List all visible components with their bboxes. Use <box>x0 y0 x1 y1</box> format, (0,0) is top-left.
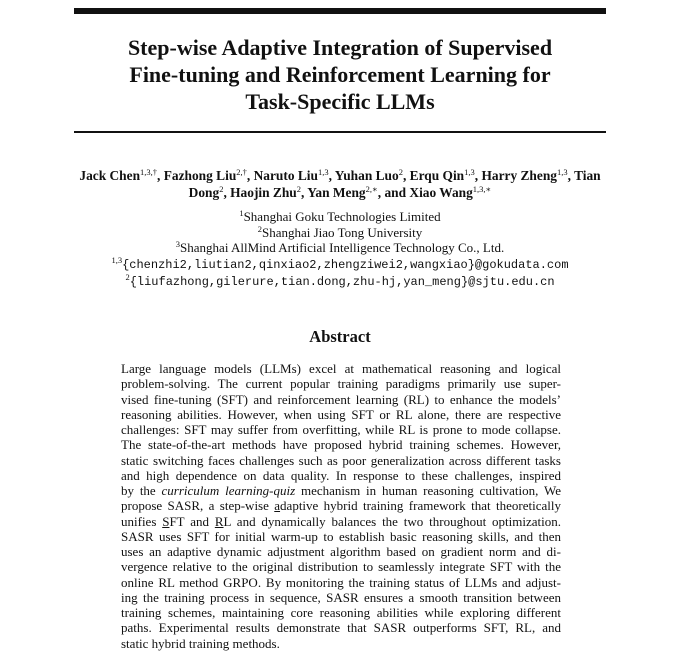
underlined-letter: a <box>274 498 281 514</box>
email-mark: 2 <box>125 272 130 282</box>
affiliation-text: Shanghai Goku Technologies Limited <box>243 209 441 224</box>
author-name: and Xiao Wang <box>384 185 473 200</box>
abstract-line <box>121 514 561 529</box>
underlined-letter: R <box>214 513 224 529</box>
author-name: Fazhong Liu <box>163 168 237 183</box>
abstract-text: unifies <box>121 513 163 529</box>
affiliation-text: Shanghai AllMind Artificial Intelligence Technology Co., Ltd. <box>180 240 505 255</box>
abstract-line: and high dependence on data quality. In response to these challenges, inspired <box>121 467 561 483</box>
abstract-text: mechanism in human reasoning cultivation, We <box>295 483 561 498</box>
abstract-line: problem-solving. The current popular training paradigms primarily use super- <box>121 376 561 392</box>
abstract-line: static switching faces challenges such as poor generalization across different tasks <box>121 452 561 468</box>
abstract-heading: Abstract <box>309 327 371 346</box>
author-name: Jack Chen <box>79 168 141 183</box>
email-mark: 1,3 <box>111 254 123 265</box>
title-rule <box>74 131 606 133</box>
abstract-line <box>121 483 561 498</box>
email-line <box>74 273 606 291</box>
abstract-line: Large language models (LLMs) excel at mathematical reasoning and logical <box>121 361 561 376</box>
author-list <box>74 167 606 201</box>
affiliation-line <box>74 209 606 225</box>
author-name: Yuhan Luo <box>334 168 399 183</box>
email-line <box>74 256 606 274</box>
author-name: Yan Meng <box>307 185 366 200</box>
affiliation-text: Shanghai Jiao Tong University <box>261 224 423 240</box>
title-line: Task-Specific LLMs <box>245 89 435 114</box>
abstract-line: uses an adaptive dynamic adjustment algorithm based on gradient norm and di- <box>121 544 561 559</box>
author-affiliation-mark: 1,3 <box>464 167 475 177</box>
author-affiliation-mark: 1,3,† <box>140 167 158 177</box>
abstract-line: SASR uses SFT for initial warm-up to establish basic reasoning skills, and then <box>121 528 561 544</box>
email-text: {liufazhong,gilerure,tian.dong,zhu-hj,yan_meng}@sjtu.edu.cn <box>129 275 555 289</box>
title-line: Fine-tuning and Reinforcement Learning for <box>129 62 551 87</box>
abstract-line: reasoning abilities. However, when using SFT or RL alone, there are respective <box>121 406 561 422</box>
affiliations <box>74 209 606 291</box>
author-affiliation-mark: 2 <box>398 167 403 177</box>
underlined-letter: S <box>162 513 170 529</box>
abstract-line: vergence relative to the original distribution to seamlessly integrate SFT with the <box>121 559 561 575</box>
affiliation-mark: 1 <box>239 208 244 218</box>
author-affiliation-mark: 2 <box>219 184 224 194</box>
author-affiliation-mark: 2,† <box>236 167 247 177</box>
abstract-line <box>121 498 561 513</box>
affiliation-line <box>74 240 606 256</box>
author-affiliation-mark: 2,∗ <box>365 184 378 194</box>
abstract-text: propose SASR, a step-wise <box>121 498 275 514</box>
author-name: Naruto Liu <box>253 168 318 183</box>
affiliation-mark: 3 <box>175 239 181 249</box>
author-name: Tian <box>574 168 601 183</box>
author-name: Haojin Zhu <box>230 185 297 200</box>
title-line: Step-wise Adaptive Integration of Supervised <box>127 35 553 60</box>
abstract-line: online RL method GRPO. By monitoring the training status of LLMs and adjust- <box>121 574 561 590</box>
author-affiliation-mark: 1,3,∗ <box>472 184 492 194</box>
top-rule <box>74 8 606 14</box>
author-affiliation-mark: 1,3 <box>556 167 568 177</box>
abstract-line: static hybrid training methods. <box>121 635 280 651</box>
author-affiliation-mark: 1,3 <box>317 167 329 177</box>
affiliation-mark: 2 <box>257 223 262 234</box>
abstract-text: L and dynamically balances the two throughout optimization. <box>223 513 561 529</box>
abstract-line: challenges: SFT may suffer from overfitting, while RL is prone to mode collapse. <box>121 422 561 437</box>
author-affiliation-mark: 2 <box>296 184 301 194</box>
abstract-body <box>121 361 561 651</box>
abstract-line: vised fine-tuning (SFT) and reinforcement learning (RL) to enhance the models’ <box>121 391 561 407</box>
affiliation-line <box>74 225 606 241</box>
author-line: Dong$^2$, Haojin Zhu$^2$, Yan Meng$^{2,∗}$, and Xiao Wang$^{1,3,∗}$ <box>188 184 492 200</box>
author-name: Erqu Qin <box>409 168 465 183</box>
abstract-text: FT and <box>169 513 215 529</box>
paper-title <box>74 34 606 115</box>
email-text: {chenzhi2,liutian2,qinxiao2,zhengziwei2,wangxiao}@gokudata.com <box>122 257 569 272</box>
abstract-line: training schemes, maintaining core reasoning abilities while exploring different <box>121 605 561 620</box>
abstract-text: daptive hybrid training framework that theoretically <box>280 498 561 514</box>
abstract-line: The state-of-the-art methods have proposed hybrid training schemes. However, <box>121 437 561 453</box>
author-name: Dong <box>188 185 220 200</box>
abstract-text: by the <box>121 483 162 498</box>
abstract-line: ing the training process in sequence, SASR ensures a smooth transition between <box>121 589 561 605</box>
author-name: Harry Zheng <box>481 168 557 183</box>
abstract-line: paths. Experimental results demonstrate that SASR outperforms SFT, RL, and <box>121 620 561 636</box>
author-line: Jack Chen$^{1,3,\dagger}$, Fazhong Liu$^{2,\dagger}$, Naruto Liu$^{1,3}$, Yuhan Luo$^2$, Erqu Qin$^{1,3}$, Harry Zheng$^{1,3}$, Tian <box>79 167 601 183</box>
emphasis-text: curriculum learning-quiz <box>161 483 296 498</box>
